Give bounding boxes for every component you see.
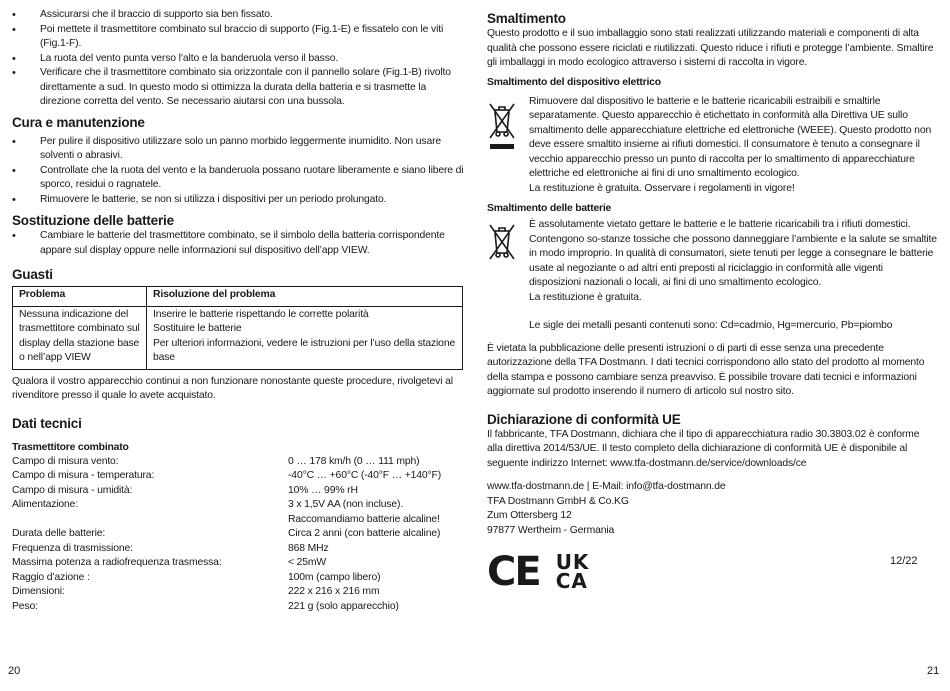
column-header-problem: Problema — [13, 287, 147, 307]
column-header-solution: Risoluzione del problema — [147, 287, 463, 307]
ce-mark: CE — [487, 549, 540, 595]
list-item: • Cambiare le batterie del trasmettitore combinato, se il simbolo della batteria corrispondente appare sul display oppure nelle informazioni sul dispositivo dell’app VIEW. — [12, 229, 464, 258]
document-code: 12/22 — [890, 555, 918, 567]
spec-value: -40°C … +60°C (-40°F … +140°F) — [288, 470, 442, 481]
table-row — [12, 484, 441, 499]
crossed-bin-icon — [487, 99, 517, 153]
list-item: • Verificare che il trasmettitore combinato sia orizzontale con il pannello solare (Fig.1-B) rivolto direttamente a sud. In questo modo si ottimizza la durata della batteria e si trasmette la direzione corretta del vento. Se necessario aiutarsi con una bussola. — [12, 66, 464, 110]
section-title-dati: Dati tecnici — [12, 415, 82, 431]
troubleshooting-note: Qualora il vostro apparecchio continui a non funzionare nonostante queste procedure, rivolgetevi al rivenditore presso il quale lo avete acquistato. — [12, 375, 453, 401]
weee-text: Rimuovere dal dispositivo le batterie e le batterie ricaricabili estraibili e smaltirle separatamente. Questo apparecchio è etichettato in conformità alla Direttiva UE sullo smaltimento delle apparecchiature elettriche ed elettroniche (WEEE). Questo prodotto non deve essere smaltito insieme ai rifiuti domestici. Il consumatore è tenuto a consegnare il vecchio apparecchio presso un punto di raccolta per lo smaltimento di apparecchiature elettriche ed elettroniche ai fini di uno smaltimento ecologico. — [529, 95, 932, 179]
spec-value: 0 … 178 km/h (0 … 111 mph) — [288, 455, 420, 467]
spec-label: Alimentazione: — [12, 499, 79, 510]
left-page — [12, 0, 464, 691]
problem-cell: Nessuna indicazione del trasmettitore combinato sul display della stazione base o nell’app VIEW — [13, 306, 147, 369]
spec-value: 10% … 99% rH — [288, 484, 358, 496]
list-item: • Rimuovere le batterie, se non si utilizza i dispositivi per un periodo prolungato. — [12, 193, 464, 208]
section-title-sostituzione: Sostituzione delle batterie — [12, 213, 174, 228]
spec-value: Circa 2 anni (con batterie alcaline) — [288, 528, 441, 539]
specs-table — [12, 455, 441, 615]
table-header-row — [13, 287, 463, 307]
spec-label: Frequenza di trasmissione: — [12, 542, 133, 554]
table-row — [12, 469, 441, 484]
crossed-bin-icon — [487, 220, 517, 262]
address-line: TFA Dostmann GmbH & Co.KG — [487, 495, 629, 507]
spec-label: Dimensioni: — [12, 586, 65, 597]
section-title-cura: Cura e manutenzione — [12, 114, 145, 130]
right-page — [487, 0, 940, 691]
section-title-batterie: Smaltimento delle batterie — [487, 203, 612, 214]
weee-note: La restituzione è gratuita. Osservare i regolamenti in vigore! — [529, 182, 795, 194]
care-list — [12, 135, 464, 208]
section-title-elettrico: Smaltimento del dispositivo elettrico — [487, 76, 661, 88]
table-row — [12, 556, 441, 571]
table-row — [12, 571, 441, 586]
solution-line: Sostituire le batterie — [153, 323, 242, 334]
address-line: www.tfa-dostmann.de | E-Mail: info@tfa-dostmann.de — [487, 481, 726, 492]
section-title-guasti: Guasti — [12, 267, 53, 282]
table-row — [12, 455, 441, 470]
spec-label: Massima potenza a radiofrequenza trasmessa: — [12, 557, 222, 568]
section-title-smaltimento: Smaltimento — [487, 11, 566, 26]
ukca-mark-top: UK — [555, 550, 590, 574]
table-row — [12, 542, 441, 557]
ukca-mark-bottom: CA — [555, 569, 588, 593]
table-row — [12, 513, 441, 528]
spec-label: Campo di misura - umidità: — [12, 484, 133, 496]
spec-value: 222 x 216 x 216 mm — [288, 586, 380, 597]
battery-disposal-note: La restituzione è gratuita. — [529, 291, 642, 303]
spec-label: Campo di misura - temperatura: — [12, 470, 155, 481]
spec-label: Durata delle batterie: — [12, 528, 106, 539]
list-item: • Per pulire il dispositivo utilizzare solo un panno morbido leggermente inumidito. Non usare solventi o abrasivi. — [12, 135, 464, 164]
weee-block — [487, 95, 937, 197]
spec-value: Raccomandiamo batterie alcaline! — [288, 513, 440, 525]
spec-label: Campo di misura vento: — [12, 455, 119, 467]
legal-notice: È vietata la pubblicazione delle presenti istruzioni o di parti di esse senza una precedente autorizzazione della TFA Dostmann. I dati tecnici corrispondono allo stato del prodotto al momento della stampa e possono cambiare senza preavviso. È possibile trovare dati tecnici e informazioni aggiornate sul prodotto inserendo il numero di articolo sul nostro sito. — [487, 342, 925, 397]
list-item: • Poi mettete il trasmettitore combinato sul braccio di supporto (Fig.1-E) e fissatelo con le viti (Fig.1-F). — [12, 23, 464, 52]
address-line: 97877 Wertheim - Germania — [487, 524, 615, 536]
table-row — [12, 498, 441, 513]
list-item: • Controllate che la ruota del vento e la banderuola possano ruotare liberamente e siano libere di sporco, residui o ragnatele. — [12, 164, 464, 193]
spec-value: 100m (campo libero) — [288, 571, 381, 583]
specs-subtitle: Trasmettitore combinato — [12, 441, 129, 453]
solution-line: Inserire le batterie rispettando le corrette polarità — [153, 308, 369, 320]
mounting-steps-list — [12, 8, 464, 110]
section-title-conformita: Dichiarazione di conformità UE — [487, 411, 681, 427]
address-line: Zum Ottersberg 12 — [487, 510, 572, 521]
table-row — [12, 600, 441, 615]
list-item: • La ruota del vento punta verso l’alto e la banderuola verso il basso. — [12, 52, 464, 67]
disposal-text: Questo prodotto e il suo imballaggio sono stati realizzati utilizzando materiali e componenti di alta qualità che possono essere riciclati e riutilizzati. Questo riduce i rifiuti e protegge l’ambiente. Smaltire gli imballaggi in modo ecologico attraverso i sistemi di raccolta in vigore. — [487, 28, 934, 68]
page-number-left: 20 — [8, 665, 21, 677]
page-number-right: 21 — [927, 665, 940, 677]
spec-value: 3 x 1,5V AA (non incluse). — [288, 499, 404, 510]
table-row — [12, 585, 441, 600]
spec-label: Peso: — [12, 600, 38, 612]
spec-value: 221 g (solo apparecchio) — [288, 600, 399, 612]
battery-replacement-list — [12, 229, 464, 258]
spec-value: 868 MHz — [288, 542, 329, 554]
ukca-mark — [555, 550, 590, 593]
troubleshooting-table — [12, 286, 463, 370]
battery-disposal-text: È assolutamente vietato gettare le batterie e le batterie ricaricabili tra i rifiuti domestici. Contengono so-stanze tossiche che possono danneggiare l’ambiente e la salute se smaltite in modo improprio. In qualità di consumatori, siete tenuti per legge a consegnare le batterie usate al negoziante o ad altri enti preposti al riciclaggio in conformità alle vigenti disposizioni nazionali o locali, ai fini di uno smaltimento ecologico. — [529, 219, 937, 288]
certification-marks — [487, 549, 937, 595]
battery-disposal-block — [487, 218, 937, 334]
heavy-metals-text: Le sigle dei metalli pesanti contenuti sono: Cd=cadmio, Hg=mercurio, Pb=piombo — [529, 320, 893, 331]
solution-cell — [147, 306, 463, 369]
solution-line: Per ulteriori informazioni, vedere le istruzioni per l’uso della stazione base — [153, 337, 456, 363]
spec-value: < 25mW — [288, 557, 327, 568]
table-row — [12, 527, 441, 542]
spec-label — [12, 513, 288, 528]
list-item: • Assicurarsi che il braccio di supporto sia ben fissato. — [12, 8, 464, 23]
table-row — [13, 306, 463, 369]
conformity-text: Il fabbricante, TFA Dostmann, dichiara che il tipo di apparecchiatura radio 30.3803.02 è conforme alla direttiva 2014/53/UE. Il testo completo della dichiarazione di conformità UE è disponibile al seguente indirizzo Internet: www.tfa-dostmann.de/service/downloads/ce — [487, 428, 920, 469]
manufacturer-address — [487, 480, 937, 538]
spec-label: Raggio d’azione : — [12, 571, 90, 583]
